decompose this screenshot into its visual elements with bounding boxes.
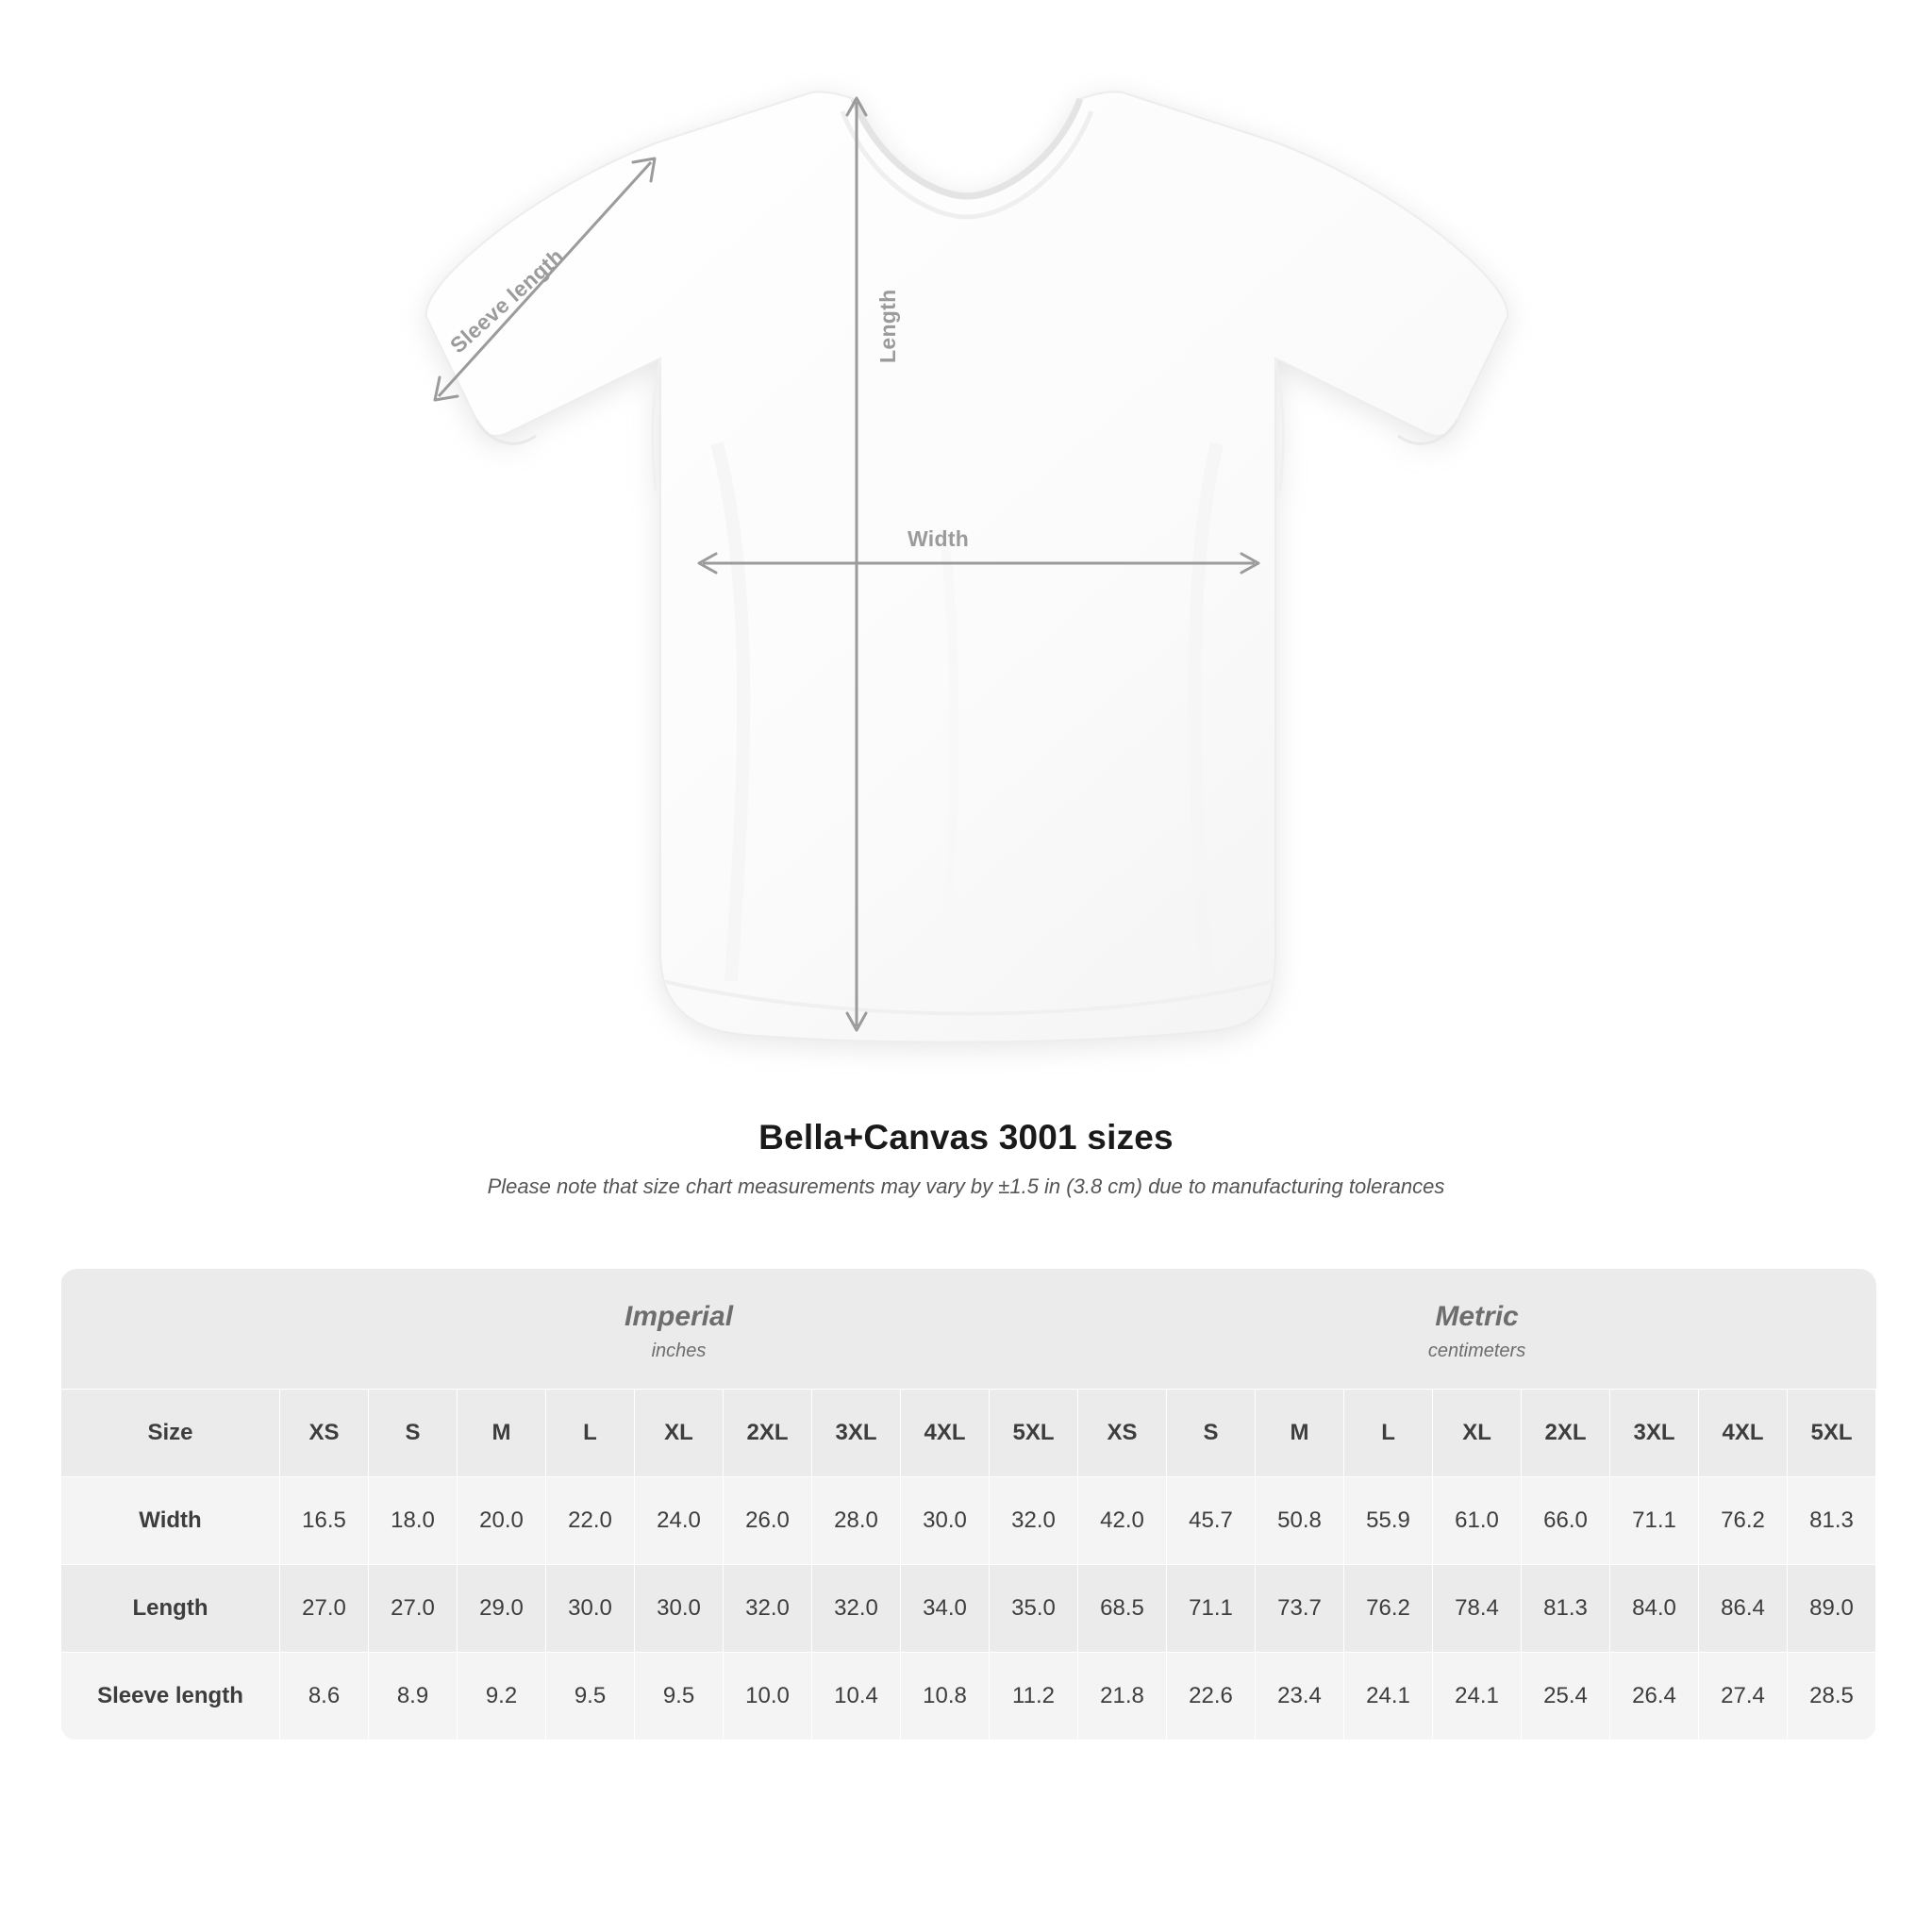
tolerance-note: Please note that size chart measurements may vary by ±1.5 in (3.8 cm) due to manufacturing tolerances — [487, 1174, 1445, 1198]
column-header-cell: 5XL — [990, 1390, 1078, 1477]
metric-sublabel: centimeters — [1427, 1341, 1526, 1361]
column-header-cell: S — [1167, 1390, 1256, 1477]
size-corner-label: Size — [61, 1390, 280, 1477]
table-cell: 55.9 — [1344, 1477, 1433, 1565]
table-cell: 21.8 — [1078, 1653, 1167, 1740]
table-cell: 25.4 — [1522, 1653, 1610, 1740]
column-header-cell: M — [1256, 1390, 1344, 1477]
title-block — [0, 1118, 1932, 1199]
table-cell: 10.0 — [724, 1653, 812, 1740]
table-cell: 10.4 — [812, 1653, 901, 1740]
table-cell: 28.5 — [1788, 1653, 1876, 1740]
table-cell: 30.0 — [901, 1477, 990, 1565]
table-cell: 22.6 — [1167, 1653, 1256, 1740]
table-cell: 50.8 — [1256, 1477, 1344, 1565]
length-dimension-label: Length — [875, 289, 900, 363]
table-cell: 76.2 — [1344, 1565, 1433, 1653]
table-cell: 30.0 — [635, 1565, 724, 1653]
table-cell: 32.0 — [724, 1565, 812, 1653]
column-header-cell: 2XL — [724, 1390, 812, 1477]
table-cell: 34.0 — [901, 1565, 990, 1653]
column-header-row — [61, 1390, 1876, 1477]
table-cell: 9.5 — [546, 1653, 635, 1740]
sleeve-length-dimension-label: Sleeve length — [445, 243, 569, 358]
table-cell: 23.4 — [1256, 1653, 1344, 1740]
column-header-cell: 4XL — [1699, 1390, 1788, 1477]
table-cell: 76.2 — [1699, 1477, 1788, 1565]
table-cell: 66.0 — [1522, 1477, 1610, 1565]
table-cell: 71.1 — [1610, 1477, 1699, 1565]
table-cell: 8.9 — [369, 1653, 458, 1740]
table-cell: 22.0 — [546, 1477, 635, 1565]
table-row — [61, 1565, 1876, 1653]
column-header-cell: 4XL — [901, 1390, 990, 1477]
table-cell: 11.2 — [990, 1653, 1078, 1740]
table-cell: 89.0 — [1788, 1565, 1876, 1653]
table-row — [61, 1653, 1876, 1740]
table-cell: 30.0 — [546, 1565, 635, 1653]
size-table-container — [60, 1269, 1872, 1740]
table-cell: 61.0 — [1433, 1477, 1522, 1565]
table-row — [61, 1477, 1876, 1565]
table-cell: 71.1 — [1167, 1565, 1256, 1653]
column-header-cell: XL — [1433, 1390, 1522, 1477]
row-label-sleeve-length: Sleeve length — [61, 1653, 280, 1740]
column-header-cell: L — [546, 1390, 635, 1477]
table-cell: 81.3 — [1788, 1477, 1876, 1565]
column-header-cell: 5XL — [1788, 1390, 1876, 1477]
table-cell: 86.4 — [1699, 1565, 1788, 1653]
table-cell: 9.2 — [458, 1653, 546, 1740]
column-header-cell: M — [458, 1390, 546, 1477]
table-cell: 32.0 — [990, 1477, 1078, 1565]
table-cell: 24.0 — [635, 1477, 724, 1565]
table-cell: 9.5 — [635, 1653, 724, 1740]
unit-header-row — [61, 1269, 1876, 1390]
table-cell: 26.0 — [724, 1477, 812, 1565]
column-header-cell: 3XL — [812, 1390, 901, 1477]
table-cell: 18.0 — [369, 1477, 458, 1565]
table-cell: 42.0 — [1078, 1477, 1167, 1565]
table-cell: 29.0 — [458, 1565, 546, 1653]
row-label-width: Width — [61, 1477, 280, 1565]
table-cell: 27.0 — [280, 1565, 369, 1653]
column-header-cell: XS — [1078, 1390, 1167, 1477]
table-cell: 78.4 — [1433, 1565, 1522, 1653]
table-cell: 27.0 — [369, 1565, 458, 1653]
imperial-sublabel: inches — [651, 1341, 707, 1361]
table-cell: 35.0 — [990, 1565, 1078, 1653]
size-table — [60, 1269, 1876, 1740]
column-header-cell: L — [1344, 1390, 1433, 1477]
table-cell: 45.7 — [1167, 1477, 1256, 1565]
table-cell: 68.5 — [1078, 1565, 1167, 1653]
table-cell: 24.1 — [1433, 1653, 1522, 1740]
table-cell: 20.0 — [458, 1477, 546, 1565]
metric-label: Metric — [1435, 1301, 1519, 1332]
table-cell: 27.4 — [1699, 1653, 1788, 1740]
column-header-cell: 3XL — [1610, 1390, 1699, 1477]
table-cell: 24.1 — [1344, 1653, 1433, 1740]
column-header-cell: XS — [280, 1390, 369, 1477]
table-cell: 8.6 — [280, 1653, 369, 1740]
table-cell: 16.5 — [280, 1477, 369, 1565]
metric-unit-cell — [1078, 1269, 1876, 1390]
table-cell: 73.7 — [1256, 1565, 1344, 1653]
table-cell: 84.0 — [1610, 1565, 1699, 1653]
width-dimension-label: Width — [908, 526, 970, 551]
row-label-length: Length — [61, 1565, 280, 1653]
table-cell: 26.4 — [1610, 1653, 1699, 1740]
table-cell: 81.3 — [1522, 1565, 1610, 1653]
imperial-label: Imperial — [624, 1301, 734, 1332]
column-header-cell: S — [369, 1390, 458, 1477]
page-title: Bella+Canvas 3001 sizes — [758, 1118, 1174, 1157]
column-header-cell: XL — [635, 1390, 724, 1477]
table-cell: 28.0 — [812, 1477, 901, 1565]
imperial-unit-cell — [280, 1269, 1078, 1390]
table-cell: 32.0 — [812, 1565, 901, 1653]
unit-corner-cell — [61, 1269, 280, 1390]
column-header-cell: 2XL — [1522, 1390, 1610, 1477]
table-cell: 10.8 — [901, 1653, 990, 1740]
